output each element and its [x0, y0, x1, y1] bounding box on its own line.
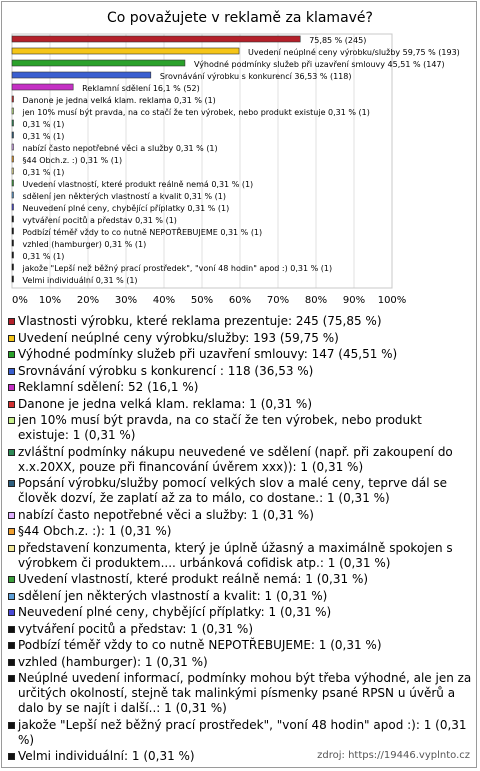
legend-swatch — [8, 753, 15, 760]
legend-item — [8, 331, 474, 346]
legend-label: vytváření pocitů a představ: 1 (0,31 %) — [18, 621, 254, 636]
bar-data-label: nabízí často nepotřebné věci a služby 0,31 % (1) — [22, 144, 218, 153]
legend-item — [8, 364, 474, 379]
legend-label: Srovnávání výrobku s konkurencí : 118 (36,53 %) — [18, 363, 314, 378]
legend-item — [8, 718, 474, 748]
legend-swatch — [8, 626, 15, 633]
chart-title: Co považujete v reklamě za klamavé? — [107, 10, 373, 26]
bar — [12, 72, 151, 78]
bar — [12, 264, 14, 270]
legend-swatch — [8, 722, 15, 729]
bar-data-label: 0,31 % (1) — [22, 168, 65, 177]
legend-swatch — [8, 417, 15, 424]
legend-swatch — [8, 335, 15, 342]
legend-swatch — [8, 449, 15, 456]
bar — [12, 144, 14, 150]
legend-label: zvláštní podmínky nákupu neuvedené ve sdělení (např. při zakoupení do x.x.20XX, pouze při financování úvěrem xxx)): 1 (0,31 %) — [18, 444, 453, 474]
legend-label: Popsání výrobku/služby pomocí velkých slov a malé ceny, teprve dál se člověk dozví, že zaplatí až za to málo, co dostane.: 1 (0,31 %) — [18, 476, 447, 505]
legend-swatch — [8, 318, 15, 325]
x-tick-label: 70% — [266, 295, 290, 306]
bar — [12, 120, 14, 126]
bar-data-label: 0,31 % (1) — [22, 120, 65, 129]
legend-swatch — [8, 384, 15, 391]
bar-data-label: vzhled (hamburger) 0,31 % (1) — [22, 240, 147, 249]
bar-data-label: 0,31 % (1) — [22, 252, 65, 261]
bar-data-label: §44 Obch.z. :) 0,31 % (1) — [22, 156, 123, 165]
bar-data-label: Neuvedení plné ceny, chybějící příplatky 0,31 % (1) — [22, 204, 230, 213]
bar-chart — [0, 0, 480, 312]
legend-item — [8, 347, 474, 362]
legend-swatch — [8, 609, 15, 616]
legend-swatch — [8, 528, 15, 535]
x-tick-label: 80% — [304, 295, 328, 306]
legend-swatch — [8, 593, 15, 600]
legend-item — [8, 589, 474, 604]
bar — [12, 204, 14, 210]
bar-data-label: sdělení jen některých vlastností a kvalit 0,31 % (1) — [22, 192, 226, 201]
bars — [12, 36, 460, 285]
legend-label: jakože "Lepší než běžný prací prostředek", "voní 48 hodin" apod :): 1 (0,31 %) — [18, 717, 467, 747]
bar — [12, 132, 14, 138]
bar-data-label: Reklamní sdělení 16,1 % (52) — [82, 84, 200, 93]
legend-label: Uvedení neúplné ceny výrobku/služby: 193 (59,75 %) — [18, 330, 339, 345]
legend-label: Velmi individuální: 1 (0,31 %) — [18, 749, 195, 763]
x-tick-label: 30% — [114, 295, 138, 306]
legend-item — [8, 638, 474, 653]
bar-data-label: Výhodné podmínky služeb při uzavření smlouvy 45,51 % (147) — [193, 60, 445, 69]
legend-item — [8, 622, 474, 637]
bar-data-label: Uvedení neúplné ceny výrobku/služby 59,75 % (193) — [248, 48, 460, 57]
bar — [12, 96, 14, 102]
bar-data-label: Velmi individuální 0,31 % (1) — [22, 276, 138, 285]
bar — [12, 168, 14, 174]
legend-label: Neúplné uvedení informací, podmínky mohou být třeba výhodné, ale jen za určitých okolností, stejně tak malinkými písmenky psané RPSN u úvěrů a dalo by se najít i další..: 1 (0,31 %) — [18, 671, 472, 715]
bar-data-label: Danone je jedna velká klam. reklama 0,31 % (1) — [22, 96, 216, 105]
legend-item — [8, 508, 474, 523]
legend-swatch — [8, 545, 15, 552]
x-tick-label: 40% — [152, 295, 176, 306]
legend-swatch — [8, 659, 15, 666]
x-tick-label: 10% — [38, 295, 62, 306]
bar — [12, 252, 14, 258]
legend-label: Reklamní sdělení: 52 (16,1 %) — [18, 380, 199, 394]
legend-swatch — [8, 480, 15, 487]
legend-label: Neuvedení plné ceny, chybějící příplatky: 1 (0,31 %) — [18, 605, 332, 619]
bar-data-label: jen 10% musí být pravda, na co stačí že ten výrobek, nebo produkt existuje 0,31 % (1) — [22, 108, 370, 117]
bar — [12, 108, 14, 114]
bar — [12, 156, 14, 162]
legend-label: Výhodné podmínky služeb při uzavření smlouvy: 147 (45,51 %) — [18, 347, 398, 361]
legend-label: Podbízí téměř vždy to co nutně NEPOTŘEBUJEME: 1 (0,31 %) — [18, 638, 382, 652]
legend-swatch — [8, 512, 15, 519]
bar-data-label: 75,85 % (245) — [309, 36, 367, 45]
legend-item — [8, 445, 474, 475]
legend-item — [8, 380, 474, 395]
legend-item — [8, 541, 474, 571]
x-tick-label: 20% — [76, 295, 100, 306]
bar — [12, 84, 73, 90]
legend-label: jen 10% musí být pravda, na co stačí že ten výrobek, nebo produkt existuje: 1 (0,31 %) — [18, 413, 422, 442]
bar — [12, 48, 239, 54]
x-tick-label: 0% — [12, 295, 28, 306]
legend-swatch — [8, 675, 15, 682]
bar — [12, 228, 14, 234]
legend-item — [8, 314, 474, 329]
legend-swatch — [8, 368, 15, 375]
bar — [12, 36, 300, 42]
source-note: zdroj: https://19446.vyplnto.cz — [317, 750, 470, 761]
legend-label: představení konzumenta, který je úplně úžasný a maximálně spokojen s výrobkem či produktem.... urbánková cofidisk atp.: 1 (0,31 %) — [18, 540, 453, 570]
legend-swatch — [8, 351, 15, 358]
x-axis — [12, 295, 406, 306]
bar-data-label: vytváření pocitů a představ 0,31 % (1) — [22, 216, 177, 225]
bar — [12, 240, 14, 246]
legend-label: vzhled (hamburger): 1 (0,31 %) — [18, 654, 208, 669]
x-tick-label: 50% — [190, 295, 214, 306]
legend — [8, 314, 474, 766]
bar-data-label: 0,31 % (1) — [22, 132, 65, 141]
x-tick-label: 90% — [342, 295, 366, 306]
legend-item — [8, 572, 474, 587]
legend-label: sdělení jen některých vlastností a kvalit: 1 (0,31 %) — [18, 588, 328, 603]
legend-item — [8, 397, 474, 412]
bar — [12, 192, 14, 198]
legend-label: Vlastnosti výrobku, které reklama prezentuje: 245 (75,85 %) — [18, 314, 382, 328]
bar — [12, 180, 14, 186]
legend-item — [8, 605, 474, 620]
legend-item — [8, 413, 474, 443]
legend-swatch — [8, 642, 15, 649]
bar-data-label: Uvedení vlastností, které produkt reálně nemá 0,31 % (1) — [22, 180, 254, 189]
bar — [12, 60, 185, 66]
legend-swatch — [8, 401, 15, 408]
legend-item — [8, 655, 474, 670]
x-tick-label: 100% — [377, 295, 407, 306]
legend-label: nabízí často nepotřebné věci a služby: 1 (0,31 %) — [18, 507, 314, 522]
bar — [12, 276, 14, 282]
legend-label: §44 Obch.z. :): 1 (0,31 %) — [18, 524, 172, 538]
x-tick-label: 60% — [228, 295, 252, 306]
bar-data-label: Podbízí téměř vždy to co nutně NEPOTŘEBUJEME 0,31 % (1) — [22, 228, 263, 237]
legend-label: Danone je jedna velká klam. reklama: 1 (0,31 %) — [18, 396, 312, 411]
legend-label: Uvedení vlastností, které produkt reálně nemá: 1 (0,31 %) — [18, 572, 369, 586]
bar-data-label: jakože "Lepší než běžný prací prostředek", "voní 48 hodin" apod :) 0,31 % (1) — [22, 264, 333, 273]
legend-item — [8, 476, 474, 506]
bar-data-label: Srovnávání výrobku s konkurencí 36,53 % (118) — [159, 72, 352, 81]
legend-swatch — [8, 576, 15, 583]
legend-item — [8, 524, 474, 539]
legend-item — [8, 671, 474, 716]
bar — [12, 216, 14, 222]
